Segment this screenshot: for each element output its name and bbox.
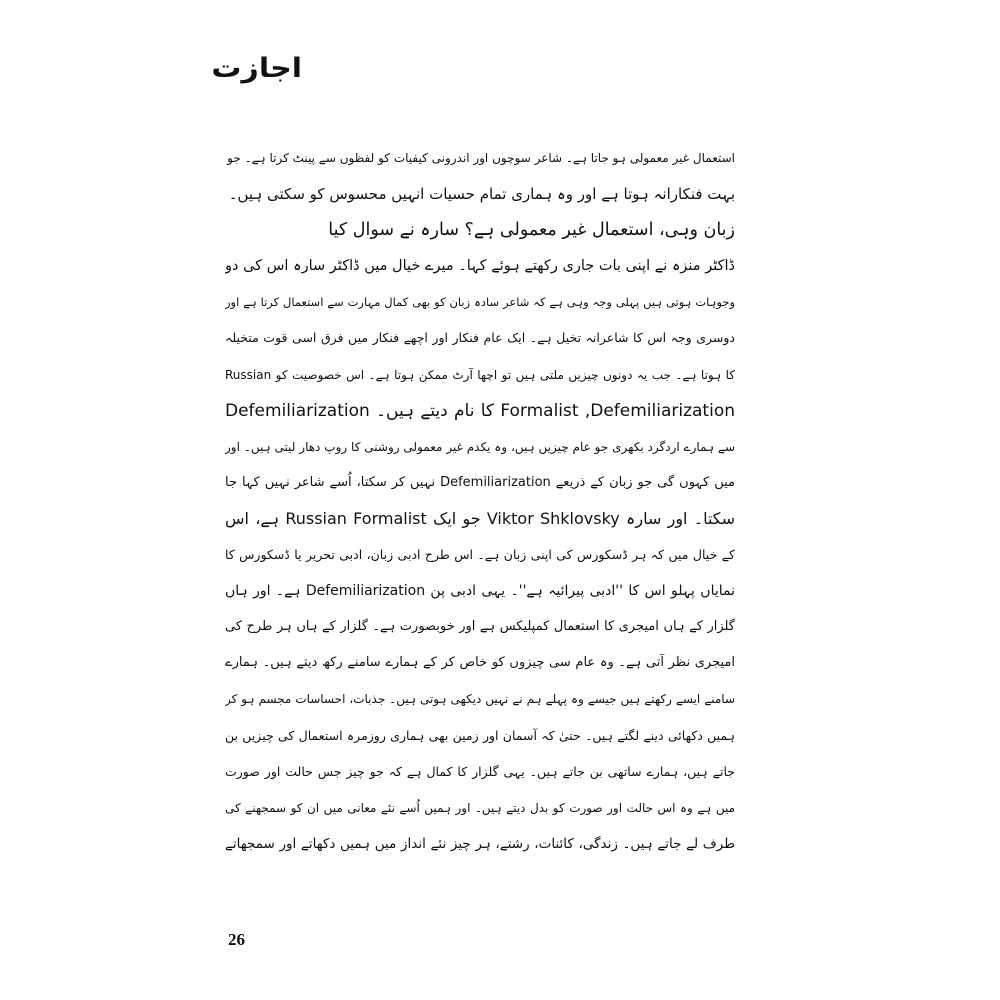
text-line: دوسری وجہ اس کا شاعرانہ تخیل ہے۔ ایک عام فنکار اور اچھے فنکار میں فرق اسی قوت متخیلہ bbox=[225, 330, 735, 346]
text-line: میں کہوں گی جو زبان کے ذریعے Defemiliarization نہیں کر سکتا، اُسے شاعر نہیں کہا جا bbox=[225, 474, 735, 490]
text-line: کے خیال میں کہ ہر ڈسکورس کی اپنی زبان ہے۔ اس طرح ادبی زبان، ادبی تحریر یا ڈسکورس کا bbox=[225, 547, 735, 563]
text-line: جاتے ہیں، ہمارے ساتھی بن جاتے ہیں۔ یہی گلزار کا کمال ہے کہ جو چیز جس حالت اور صورت bbox=[225, 763, 735, 779]
text-line: استعمال غیر معمولی ہو جاتا ہے۔ شاعر سوچوں اور اندرونی کیفیات کو لفظوں سے پینٹ کرتا ہے۔ جو bbox=[227, 151, 735, 165]
text-line: بہت فنکارانہ ہوتا ہے اور وہ ہماری تمام حسیات انہیں محسوس کو سکتی ہیں۔ bbox=[228, 185, 735, 204]
text-line: میں ہے وہ اس حالت اور صورت کو بدل دیتے ہیں۔ اور ہمیں اُسے نئے معانی میں ان کو سمجھنے کی bbox=[225, 800, 735, 815]
text-line: سے ہمارے اردگرد بکھری جو عام چیزیں ہیں، وہ یکدم غیر معمولی روشنی کا روپ دھار لیتی ہیں۔ اور bbox=[225, 439, 735, 454]
page-number: 26 bbox=[228, 930, 245, 949]
text-line: ڈاکٹر منزہ نے اپنی بات جاری رکھتے ہوئے کہا۔ میرے خیال میں ڈاکٹر سارہ اس کی دو bbox=[225, 258, 735, 275]
text-line: سامنے ایسے رکھتے ہیں جیسے وہ پہلے ہم نے نہیں دیکھی ہوتی ہیں۔ جذبات، احساسات مجسم ہو کر bbox=[225, 692, 735, 707]
text-line: وجوہات ہوتی ہیں پہلی وجہ وہی ہے کہ شاعر سادہ زبان کو بھی کمال مہارت سے استعمال کرتا ہے اور bbox=[225, 295, 735, 310]
text-line: گلزار کے ہاں امیجری کا استعمال کمپلیکس ہے اور خوبصورت ہے۔ گلزار کے ہاں ہر طرح کی bbox=[225, 619, 735, 635]
text-line: امیجری نظر آتی ہے۔ وہ عام سی چیزوں کو خاص کر کے ہمارے سامنے رکھ دیتے ہیں۔ ہمارے bbox=[225, 655, 735, 671]
magazine-logo: اجازت bbox=[211, 52, 302, 85]
text-line: زبان وہی، استعمال غیر معمولی ہے؟ سارہ نے سوال کیا bbox=[328, 220, 735, 241]
text-line: کا ہوتا ہے۔ جب یہ دونوں چیزیں ملتی ہیں تو اچھا آرٹ ممکن ہوتا ہے۔ اس خصوصیت کو Russian bbox=[225, 367, 735, 382]
text-line: سکتا۔ اور سارہ Viktor Shklovsky جو ایک Russian Formalist ہے، اس bbox=[225, 508, 735, 528]
text-line: Formalist ,Defemiliarization کا نام دیتے ہیں۔ Defemiliarization bbox=[225, 400, 735, 421]
body-text bbox=[225, 140, 735, 862]
text-line: نمایاں پہلو اس کا ''ادبی پیرائیہ ہے''۔ یہی ادبی پن Defemiliarization ہے۔ اور ہاں bbox=[225, 583, 735, 600]
text-line: ہمیں دکھائی دینے لگتے ہیں۔ حتیٰ کہ آسمان اور زمین بھی ہماری روزمرہ استعمال کی چیزیں بن bbox=[225, 727, 735, 743]
text-line: طرف لے جاتے ہیں۔ زندگی، کائنات، رشتے، ہر چیز نئے انداز میں ہمیں دکھاتے اور سمجھاتے bbox=[225, 835, 735, 852]
